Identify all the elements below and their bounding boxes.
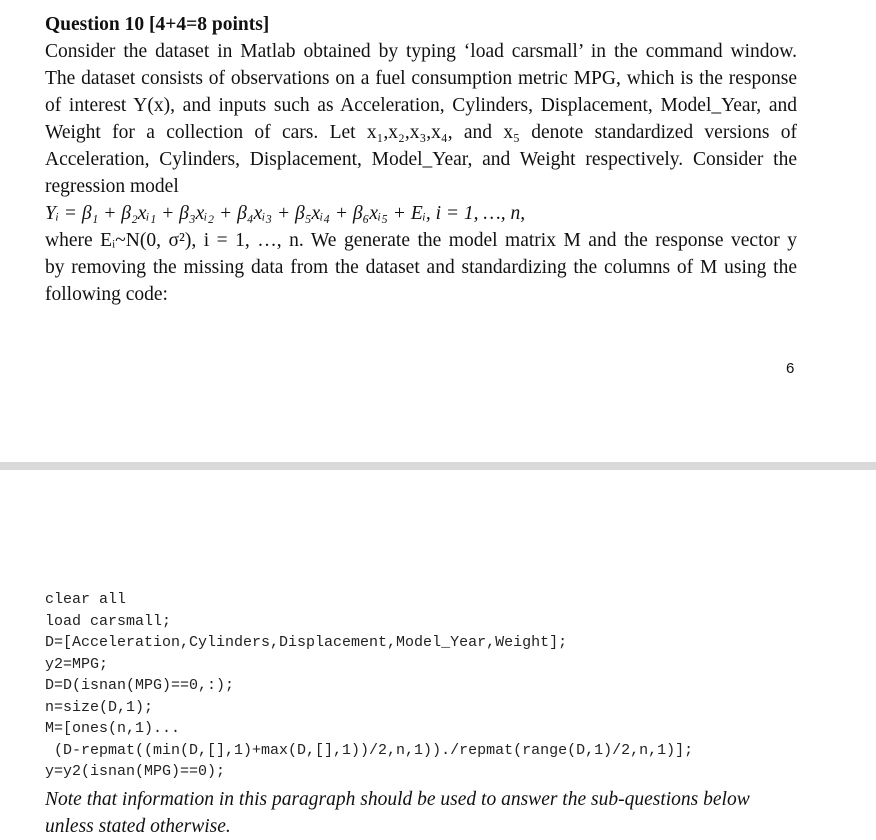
page-number: 6 — [786, 360, 795, 377]
code-line-8: (D-repmat((min(D,[],1)+max(D,[],1))/2,n,1))./repmat(range(D,1)/2,n,1)]; — [45, 742, 694, 759]
paragraph-line-9: by removing the missing data from the dataset and standardizing the columns of M using the — [45, 257, 797, 278]
code-line-3: D=[Acceleration,Cylinders,Displacement,Model_Year,Weight]; — [45, 634, 568, 651]
page-separator — [0, 462, 876, 470]
code-line-7: M=[ones(n,1)... — [45, 720, 181, 737]
paragraph-line-6: regression model — [45, 176, 179, 197]
question-title: Question 10 [4+4=8 points] — [45, 14, 270, 35]
note-line-2: unless stated otherwise. — [45, 816, 231, 837]
code-line-2: load carsmall; — [45, 613, 172, 630]
paragraph-line-10: following code: — [45, 284, 168, 305]
code-line-9: y=y2(isnan(MPG)==0); — [45, 763, 226, 780]
paragraph-line-8: where Eᵢ~N(0, σ²), i = 1, …, n. We generate the model matrix M and the response vector y — [45, 230, 797, 251]
paragraph-line-1: Consider the dataset in Matlab obtained by typing ‘load carsmall’ in the command window. — [45, 41, 797, 62]
paragraph-line-2: The dataset consists of observations on a fuel consumption metric MPG, which is the response — [45, 68, 797, 89]
code-line-5: D=D(isnan(MPG)==0,:); — [45, 677, 235, 694]
paragraph-line-3: of interest Y(x), and inputs such as Acceleration, Cylinders, Displacement, Model_Year, and — [45, 95, 797, 116]
code-line-6: n=size(D,1); — [45, 699, 154, 716]
paragraph-line-4: Weight for a collection of cars. Let x₁,x₂,x₃,x₄, and x₅ denote standardized versions of — [45, 122, 797, 143]
code-line-1: clear all — [45, 591, 127, 608]
regression-equation: Yᵢ = β₁ + β₂xᵢ₁ + β₃xᵢ₂ + β₄xᵢ₃ + β₅xᵢ₄ + β₆xᵢ₅ + Eᵢ, i = 1, …, n, — [45, 203, 526, 224]
code-line-4: y2=MPG; — [45, 656, 109, 673]
paragraph-line-5: Acceleration, Cylinders, Displacement, Model_Year, and Weight respectively. Consider the — [45, 149, 797, 170]
note-line-1: Note that information in this paragraph should be used to answer the sub-questions below — [45, 789, 750, 810]
